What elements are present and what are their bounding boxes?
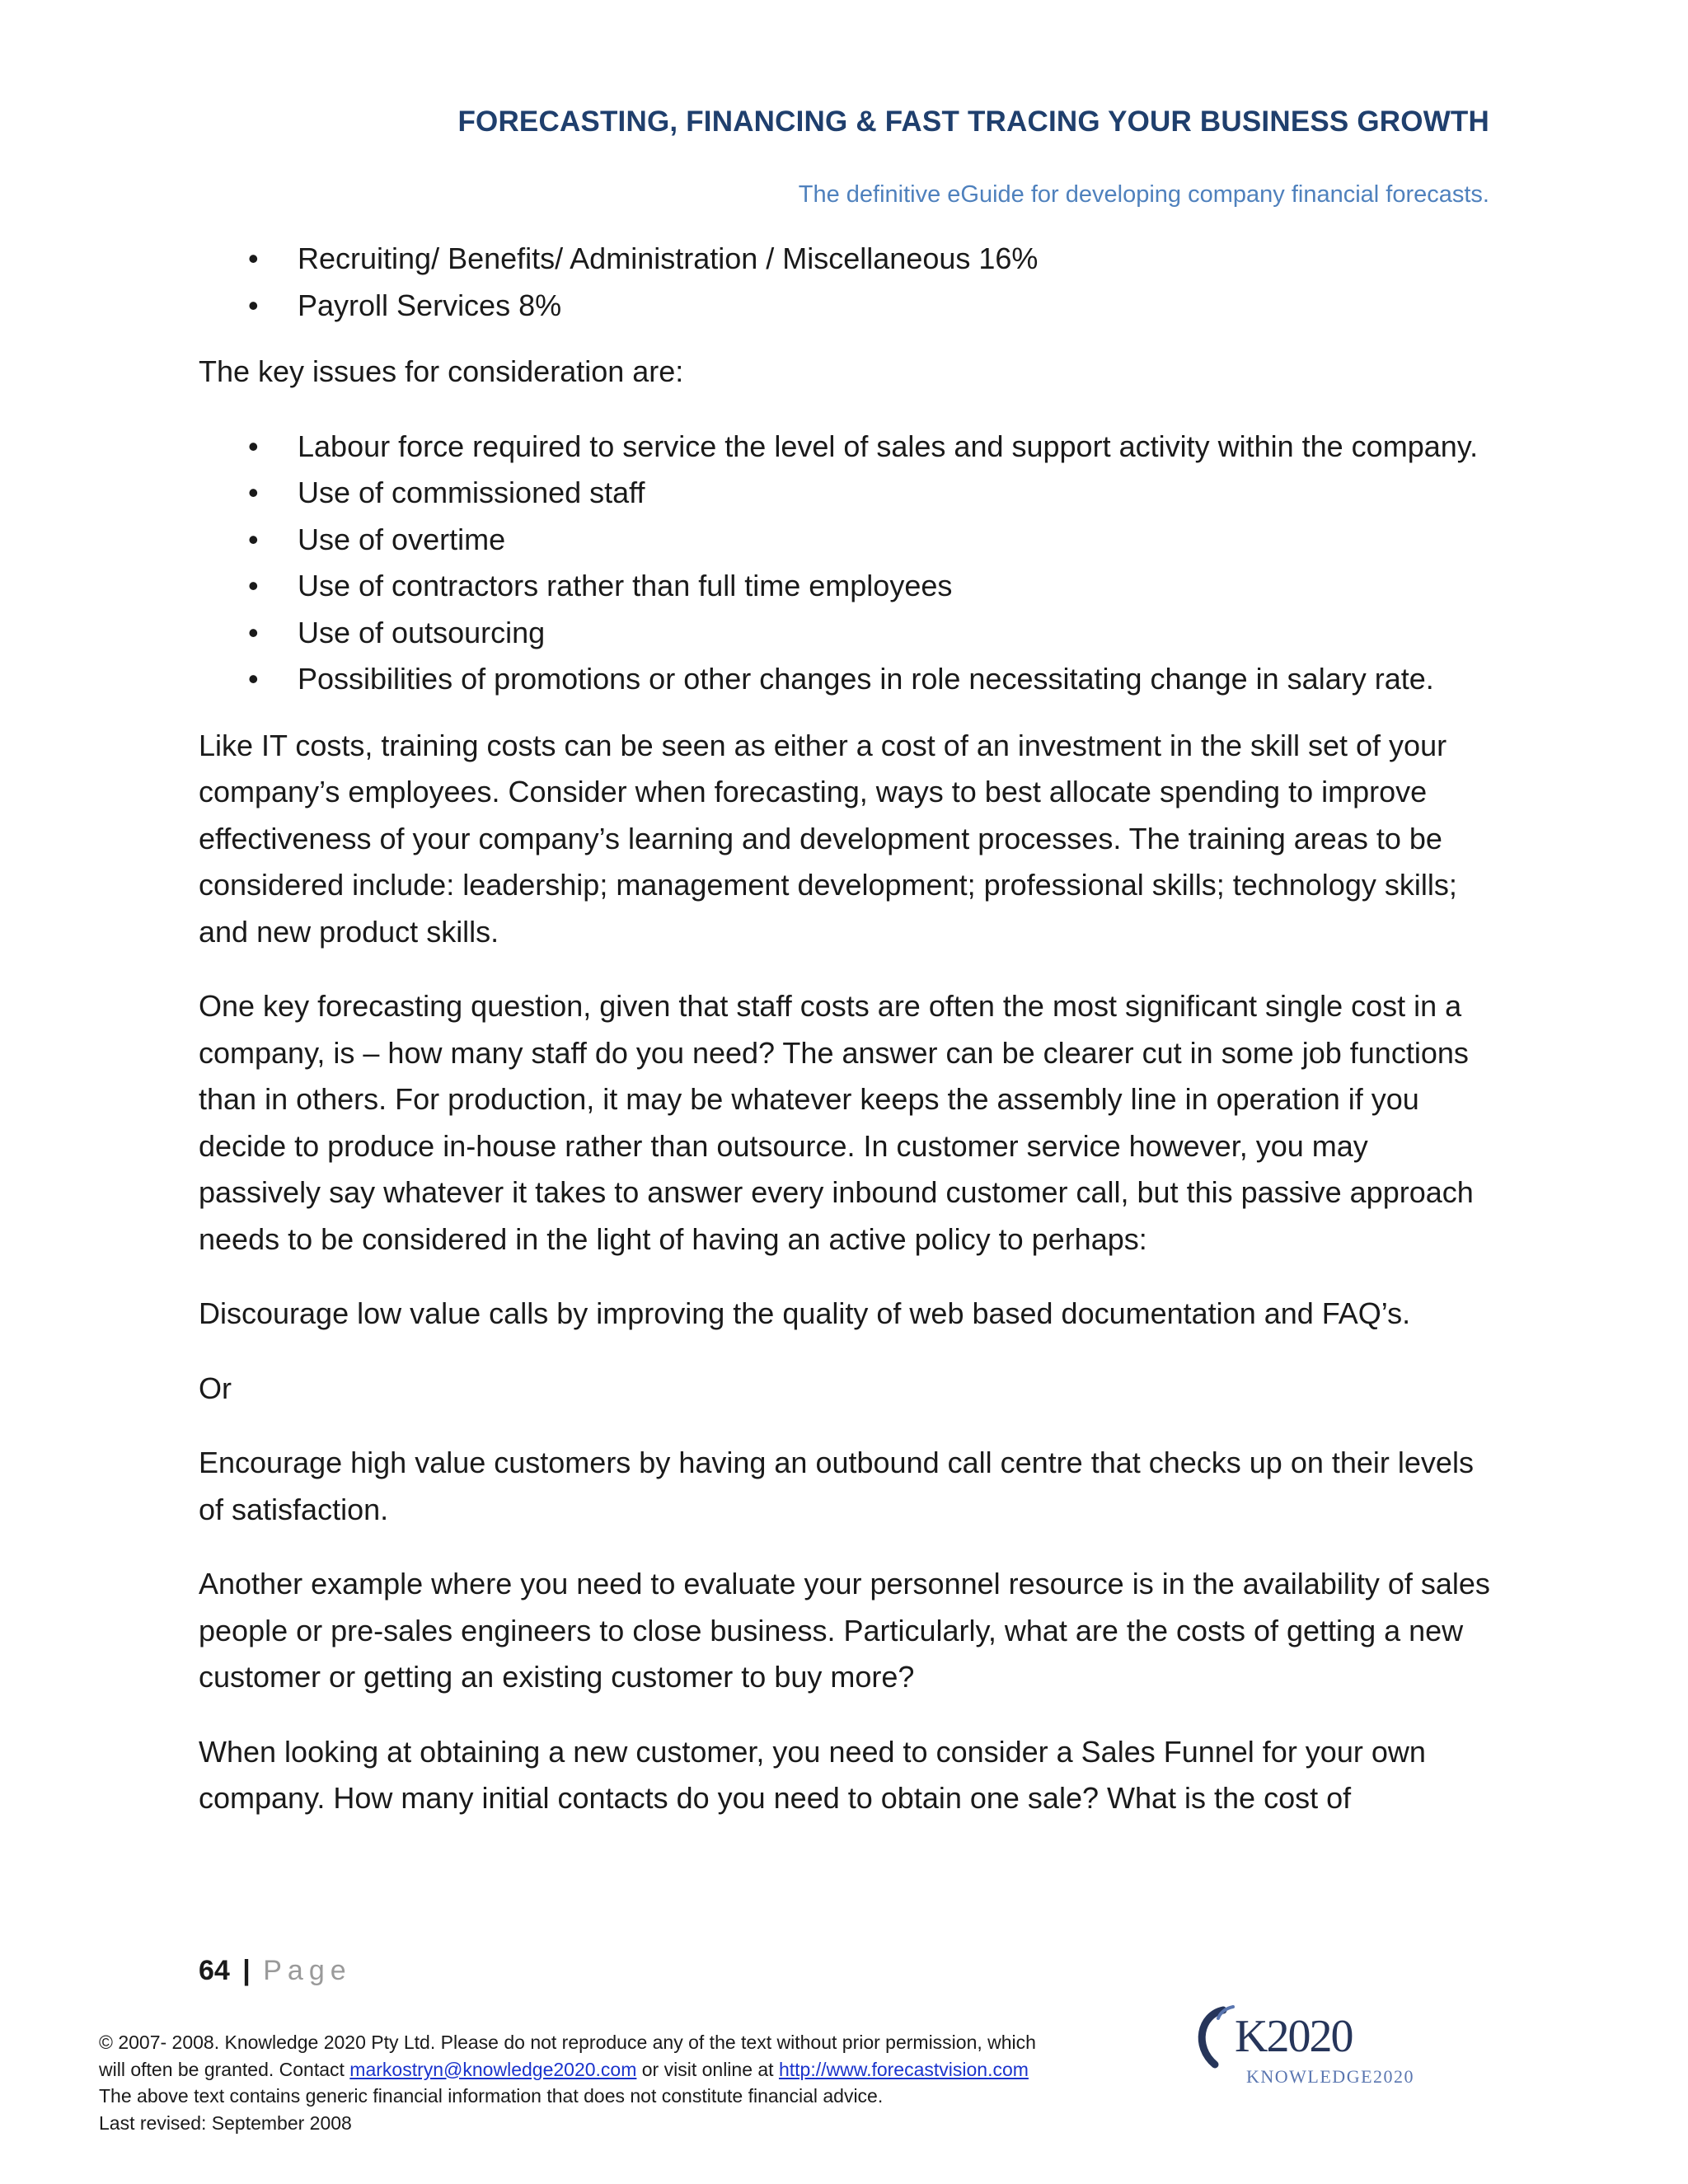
bullet-icon: • (248, 569, 259, 602)
list-item: • Payroll Services 8% (199, 283, 1491, 330)
header-title: FORECASTING, FINANCING & FAST TRACING YOUR BUSINESS GROWTH (457, 105, 1489, 138)
knowledge2020-logo (1179, 1999, 1426, 2097)
paragraph-sales-funnel: When looking at obtaining a new customer, you need to consider a Sales Funnel for your own company. How many initial contacts do you need to obtain one sale? What is the cost of (199, 1734, 1426, 1815)
paragraph-staff-question: One key forecasting question, given that staff costs are often the most significant single cost in a company, is – how many staff do you need? The answer can be clearer cut in some job functions than in others. For production, it may be whatever keeps the assembly line in operation if you decide to produce in-house rather than outsource. In customer service however, you may passively say whatever it takes to answer every inbound customer call, but this passive approach needs to be considered in the light of having an active policy to perhaps: (199, 989, 1474, 1256)
issues-intro: The key issues for consideration are: (199, 354, 684, 388)
list-item: • Possibilities of promotions or other changes in role necessitating change in salary rate. (199, 656, 1491, 703)
logo-wordmark: KNOWLEDGE2020 (1246, 2066, 1415, 2087)
cost-breakdown-list (199, 236, 1491, 329)
list-item: • Use of overtime (199, 517, 1491, 564)
bullet-icon: • (248, 662, 259, 696)
paragraph-or: Or (199, 1371, 232, 1405)
paragraph-training-costs: Like IT costs, training costs can be seen as either a cost of an investment in the skill set of your company’s employees. Consider when forecasting, ways to best allocate spending to improve effectiveness of your company’s learning and development processes. The training areas to be considered include: leadership; management development; professional skills; technology skills; and new product skills. (199, 728, 1457, 949)
header-subtitle: The definitive eGuide for developing company financial forecasts. (798, 181, 1489, 208)
bullet-icon: • (248, 288, 259, 322)
key-issues-list (199, 424, 1491, 703)
bullet-icon: • (248, 429, 259, 463)
website-link[interactable]: http://www.forecastvision.com (778, 2058, 1029, 2080)
legal-notice: © 2007- 2008. Knowledge 2020 Pty Ltd. Please do not reproduce any of the text without prior permission, which will often be granted. Contact markostryn@knowledge2020.com or visit online at http://www.forecastvision.com The above text contains generic financial information that does not constitute financial advice. Last revised: September 2008 (99, 2032, 1036, 2134)
list-item: • Use of contractors rather than full time employees (199, 563, 1491, 610)
list-item: • Use of outsourcing (199, 610, 1491, 657)
page-number: 64 | Page (199, 1955, 352, 1986)
bullet-icon: • (248, 615, 259, 649)
paragraph-discourage: Discourage low value calls by improving the quality of web based documentation and FAQ’s. (199, 1296, 1411, 1330)
logo-mark: K2020 (1235, 2011, 1353, 2062)
bullet-icon: • (248, 241, 259, 275)
list-item: • Recruiting/ Benefits/ Administration / Miscellaneous 16% (199, 236, 1491, 283)
body-content (199, 236, 1491, 1850)
paragraph-encourage: Encourage high value customers by having an outbound call centre that checks up on their levels of satisfaction. (199, 1446, 1474, 1526)
paragraph-sales-resource: Another example where you need to evaluate your personnel resource is in the availability of sales people or pre-sales engineers to close business. Particularly, what are the costs of getting a new customer or getting an existing customer to buy more? (199, 1567, 1490, 1694)
list-item: • Labour force required to service the level of sales and support activity within the company. (199, 424, 1491, 471)
email-link[interactable]: markostryn@knowledge2020.com (349, 2058, 637, 2080)
bullet-icon: • (248, 522, 259, 556)
list-item: • Use of commissioned staff (199, 470, 1491, 517)
bullet-icon: • (248, 476, 259, 509)
